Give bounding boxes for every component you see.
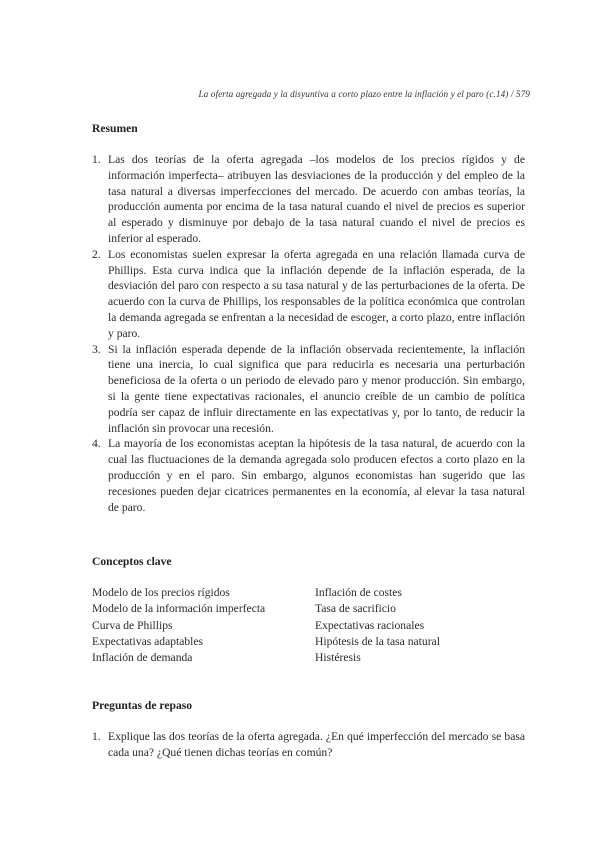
- key-concept: Hipótesis de la tasa natural: [315, 634, 440, 648]
- key-concepts-grid: [92, 585, 532, 666]
- key-concepts-left-column: [92, 585, 315, 666]
- key-concept: Tasa de sacrificio: [315, 602, 396, 616]
- key-concept: Expectativas adaptables: [92, 634, 204, 648]
- summary-item-number: 1.: [92, 153, 101, 166]
- summary-item-text: Si la inflación esperada depende de la inflación observada recientemente, la inflación tiene una inercia, lo cual significa que para reducirla es necesaria una perturbación beneficiosa de la oferta o un periodo de elevado paro y menor producción. Sin embargo, si la gente tiene expectativas racionales, el anuncio creíble de un cambio de política podría ser capaz de influir directamente en las expectativas y, por lo tanto, de reducir la inflación sin provocar una recesión.: [108, 342, 525, 435]
- summary-item: [92, 342, 525, 437]
- key-concept: Inflación de demanda: [92, 651, 193, 665]
- review-questions-title: Preguntas de repaso: [92, 699, 193, 712]
- key-concept: Curva de Phillips: [92, 618, 173, 632]
- summary-item-number: 2.: [92, 247, 101, 261]
- key-concept: Modelo de los precios rígidos: [92, 586, 230, 599]
- key-concepts-title: Conceptos clave: [92, 555, 172, 568]
- summary-item: [92, 436, 525, 515]
- key-concept: Histéresis: [315, 651, 361, 665]
- summary-item: [92, 152, 525, 247]
- summary-item-text: La mayoría de los economistas aceptan la hipótesis de la tasa natural, de acuerdo con la cual las fluctuaciones de la demanda agregada solo producen efectos a corto plazo en la producción y en el paro. Sin embargo, algunos economistas han sugerido que las recesiones pueden dejar cicatrices permanentes en la economía, al elevar la tasa natural de paro.: [108, 437, 525, 514]
- running-header: La oferta agregada y la disyuntiva a corto plazo entre la inflación y el paro (c.14) / 579: [198, 89, 530, 99]
- key-concept: Modelo de la información imperfecta: [92, 602, 266, 616]
- summary-title: Resumen: [92, 122, 138, 135]
- key-concept: Inflación de costes: [315, 586, 402, 599]
- summary-item: [92, 247, 525, 342]
- summary-item-number: 4.: [92, 437, 101, 451]
- review-question-text: Explique las dos teorías de la oferta agregada. ¿En qué imperfección del mercado se basa cada una? ¿Qué tienen dichas teorías en común?: [108, 730, 525, 759]
- review-question-number: 1.: [92, 730, 101, 743]
- summary-item-text: Los economistas suelen expresar la oferta agregada en una relación llamada curva de Phillips. Esta curva indica que la inflación depende de la inflación esperada, de la desviación del paro con respecto a su tasa natural y de las perturbaciones de la oferta. De acuerdo con la curva de Phillips, los responsables de la política económica que controlan la demanda agregada se enfrentan a la necesidad de escoger, a corto plazo, entre inflación y paro.: [108, 247, 525, 340]
- summary-item-text: Las dos teorías de la oferta agregada –los modelos de los precios rígidos y de información imperfecta– atribuyen las desviaciones de la producción y del empleo de la tasa natural a diversas imperfecciones del mercado. De acuerdo con ambas teorías, la producción aumenta por encima de la tasa natural cuando el nivel de precios es superior al esperado y disminuye por debajo de la tasa natural cuando el nivel de precios es inferior al esperado.: [108, 153, 525, 245]
- key-concept: Expectativas racionales: [315, 618, 425, 632]
- key-concepts-right-column: [315, 585, 440, 666]
- summary-list: [92, 152, 525, 515]
- summary-item-number: 3.: [92, 342, 101, 356]
- review-questions-list: [92, 729, 525, 761]
- review-question: [92, 729, 525, 761]
